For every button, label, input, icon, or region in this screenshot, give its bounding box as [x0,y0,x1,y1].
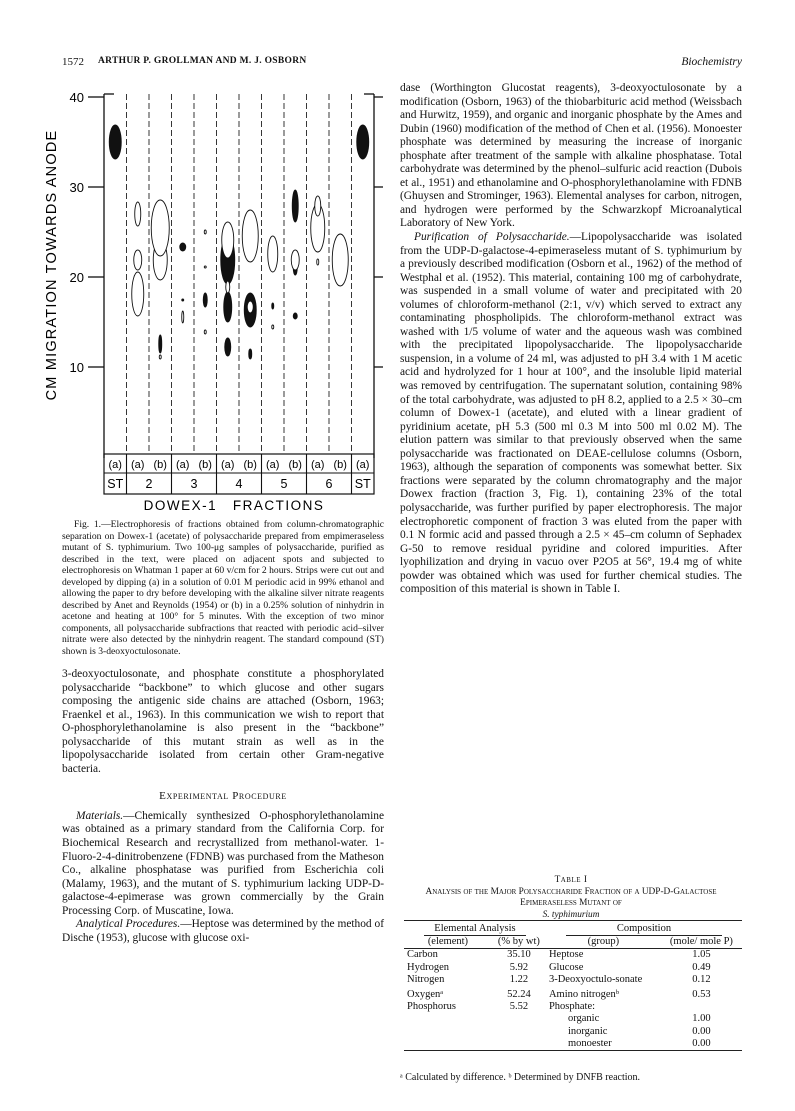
element-cell: Phosphorus [407,1001,457,1013]
open-spot [317,259,319,265]
col-header-group: (group) [587,936,620,948]
filled-spot [182,299,184,301]
analytical-text: —Heptose was determined by the method of Dische (1953), glucose with glucose oxi- [62,918,384,944]
percent-cell: 5.52 [509,1001,529,1013]
lane-label: (a) [311,459,325,471]
open-spot [132,272,144,316]
percent-cell [492,1013,546,1025]
mole-cell: 0.49 [692,961,711,973]
open-spot [182,311,184,323]
running-authors: ARTHUR P. GROLLMAN AND M. J. OSBORN [98,56,307,66]
open-spot [222,222,234,258]
table-organism: S. typhimurium [542,909,600,920]
filled-spot [292,190,298,222]
group-cell: Phosphate: [548,1001,596,1013]
page-number: 1572 [62,56,84,68]
section-heading: Experimental Procedure [159,790,287,803]
col-header-mole: (mole/ mole P) [669,936,733,948]
table-row [404,1038,742,1051]
mole-cell: 0.53 [692,989,711,1001]
fraction-label: 6 [325,477,333,491]
filled-spot [203,293,207,307]
table-footnote: ᵃ Calculated by difference. ᵇ Determined by DNFB reaction. [400,1072,641,1083]
group-header-composition: Composition [616,923,672,934]
figure-caption [62,519,384,658]
mole-cell: 0.12 [692,973,711,985]
group-cell: Heptose [548,949,584,961]
filled-spot [272,303,274,309]
percent-cell [492,1026,546,1038]
purification-text: —Lipopolysaccharide was isolated from the UDP-D-galactose-4-epimeraseless mutant of S. typhimurium by a previously described modification (Osborn et al., 1962) of the method of Westphal et al. (1952). This material, containing 100 mg of carbohydrate, was suspended in a small volume of water and precipitated with 20 volumes of chloroform-methanol (2:1, v/v) which served to extract any contaminating phospholipids. The chloroform-methanol extract was washed with 1/5 volume of water and the aqueous wash was combined with the precipitated lipopolysaccharide. The lipopolysaccharide suspension, in a volume of 24 ml, was adjusted to pH 3.4 with 1 M acetic acid and hydrolyzed for 1 hour at 100°, and the insoluble lipid material was removed by centrifugation. The supernatant solution, containing 98% of the total carbohydrate, was adjusted to pH 8.2, applied to a 2.5 × 30–cm column of Dowex-1 (acetate), and eluted with a linear gradient of pyridinium acetate, pH 5.3 (500 ml 0.3 M into 500 ml 0.02 M). The elution pattern was similar to that previously observed when the same polysaccharide was fractionated on DEAE-cellulose columns (Osborn, 1963), although the separation of components was somewhat better. Six fractions were separated by the column chromatography and the major Dowex fraction (fraction 3, Fig. 1), containing 23% of the total polysaccharide, was further purified by paper electrophoresis. The major electrophoretic component of fraction 3 was eluted from the paper with 0.1 N formic acid and passed through a 2.5 × 45–cm column of Sephadex G-50 to remove residual pyridine and colored impurities. After lyophilization and drying in vacuo over P2O5 at 56°, 19.4 mg of white powder was obtained which was used for further chemical studies. The composition of this material is shown in Table I. [400,231,742,596]
lane-label: (a) [108,459,122,471]
filled-spot [225,338,231,356]
filled-spot [293,313,297,319]
caption-text: Fig. 1.—Electrophoresis of fractions obtained from column-chromatographic separation on Dowex-1 (acetate) of polysaccharide prepared from empimeraseless mutant of S. typhimurium. Two 100-μg samples of polysaccharide, purified as described in the text, were placed on adjacent spots and subjected to electrophoresis on Whatman 1 paper at 60 v/cm for 2 hours. Strips were cut out and developed by dipping (a) in a solution of 0.01 M periodic acid in 99% ethanol and allowing the paper to dry before developing with the alkaline silver nitrate reagents described by Anet and Reynolds (1954) or (b) in a 0.25% solution of ninhydrin in acetone and heating at 100° for 5 minutes. With the exception of two minor components, all polysaccharide subfractions that reacted with periodic acid–silver nitrate were also detected by the ninhydrin reagent. The standard compound (ST) shown is 3-deoxyoctulosonate. [62,519,384,658]
mole-cell: 0.00 [692,1025,711,1037]
open-spot [135,202,141,226]
table-row [404,1013,742,1025]
mole-cell: 1.05 [692,949,711,961]
element-cell: Oxygenᵃ [407,989,444,1001]
paragraph-methods: dase (Worthington Glucostat reagents), 3-deoxyoctulosonate by a modification (Osborn, 1963) of the thiobarbituric acid method (Weissbach and Hurwitz, 1959), and organic and inorganic phosphate by the Ames and Dubin (1960) modification of the method of Chen et al. (1956). Monoester phosphate was determined by measuring the increase of inorganic phosphate after treatment of the sample with alkaline phosphatase. Total carbohydrate was determined by the phenol–sulfuric acid reaction (Dubois et al., 1951) and ethanolamine and O-phosphorylethanolamine with FDNB (Ghuysen and Strominger, 1963). Elemental analyses for carbon, nitrogen, and hydrogen were performed by the Schwarzkopf Microanalytical Laboratory of New York. [400,82,742,230]
open-spot [151,200,169,256]
fraction-label: 3 [190,477,198,491]
group-cell: organic [567,1013,600,1025]
group-cell: Amino nitrogenᵇ [548,989,619,1001]
table-composition [404,920,742,1051]
percent-cell: 5.92 [509,961,529,973]
running-header [62,56,742,72]
paragraph-purification [400,231,742,597]
table-row [404,1026,742,1038]
lane-label: (a) [176,459,190,471]
percent-cell: 35.10 [507,949,531,961]
x-axis-label: DOWEX-1 FRACTIONS [143,498,325,513]
group-cell: monoester [567,1037,612,1049]
element-cell: Nitrogen [407,973,445,985]
group-cell: 3-Deoxyoctulo-sonate [548,973,643,985]
paragraph-analytical [62,918,384,945]
y-axis-label-text: CM MIGRATION TOWARDS ANODE [44,129,60,401]
table-heading: Analysis of the Major Polysaccharide Fraction of a UDP-D-Galactose Epimeraseless Mutant of [425,886,717,908]
filled-spot [357,125,369,159]
element-cell [404,1038,492,1051]
element-cell: Hydrogen [407,961,449,973]
open-spot [332,234,348,286]
materials-label: Materials. [76,809,124,822]
table-number: Table I [554,875,588,885]
open-spot [247,301,253,313]
group-header-elemental: Elemental Analysis [434,923,516,934]
open-spot [315,196,321,216]
materials-text: —Chemically synthesized O-phosphorylethanolamine was obtained as a primary standard from the California Corp. for Biochemical Research and recrystallized from methanol-water. 1-Fluoro-2-4-dinitrobenzene (FDNB) was purchased from the Matheson Co., alkaline phosphatase was purified from Escherichia coli (Malamy, 1963), and the mutant of S. typhimurium lacking UDP-D-galactose-4-epimerase was grown commercially by the Grain Processing Corp. of Muscatine, Iowa. [62,809,384,917]
percent-cell: 1.22 [509,973,529,985]
table-row [404,1001,742,1013]
open-spot [268,236,278,272]
filled-spot [180,243,186,251]
percent-cell: 52.24 [507,989,531,1001]
open-spot [204,230,206,234]
filled-spot [159,335,162,353]
element-cell [404,1026,492,1038]
group-cell: Glucose [548,961,584,973]
filled-spot [109,125,121,159]
filled-spot [224,292,232,322]
open-spot [242,210,258,262]
fraction-label: ST [107,477,124,491]
filled-spot [249,349,252,359]
purification-label: Purification of Polysaccharide. [414,231,570,244]
paragraph-materials [62,810,384,918]
y-axis-label [40,88,62,442]
analytical-label: Analytical Procedures. [76,918,181,931]
paragraph-backbone: 3-deoxyoctulosonate, and phosphate constitute a phosphorylated polysaccharide “backbone” to which glucose and other sugars composing the antigenic side chains are attached (Osborn, 1963; Fraenkel et al., 1963). In this communication we wish to report that O-phosphorylethanolamine is also present in the “backbone” polysaccharide of this mutant strain as well as in the lipopolysaccharide isolated from certain other Gram-negative bacteria. [62,668,384,775]
table-row [404,974,742,986]
lane-label: (b) [288,459,302,471]
lane-label: (b) [333,459,347,471]
y-tick-label: 40 [69,90,84,105]
group-cell: inorganic [567,1025,608,1037]
lane-label: (a) [221,459,235,471]
y-tick-label: 20 [69,270,84,285]
fraction-label: 5 [280,477,288,491]
open-spot [204,266,206,268]
mole-cell [661,1001,742,1013]
lane-label: (b) [243,459,257,471]
fraction-label: ST [354,477,371,491]
lane-label: (b) [153,459,167,471]
open-spot [226,281,230,293]
y-tick-label: 10 [69,360,84,375]
left-column-body [62,668,384,945]
figure-1-electrophoresis [62,82,384,514]
open-spot [291,250,299,270]
element-cell: Carbon [407,949,438,961]
open-spot [204,330,206,334]
lane-label: (a) [266,459,280,471]
right-column-body [400,82,742,597]
mole-cell: 1.00 [692,1013,711,1025]
open-spot [134,250,142,270]
y-tick-label: 30 [69,180,84,195]
col-header-percent: (% by wt) [497,936,540,948]
lane-label: (a) [356,459,370,471]
mole-cell: 0.00 [692,1037,711,1049]
percent-cell [492,1038,546,1051]
journal-name: Biochemistry [681,56,742,68]
fraction-label: 4 [235,477,243,491]
table-row [404,962,742,974]
open-spot [159,355,161,359]
lane-label: (a) [131,459,145,471]
fraction-label: 2 [145,477,153,491]
col-header-element: (element) [427,936,469,948]
element-cell [404,1013,492,1025]
open-spot [272,325,274,329]
lane-label: (b) [198,459,212,471]
table-row [404,986,742,1001]
table-row [404,949,742,961]
table-title [400,875,742,921]
